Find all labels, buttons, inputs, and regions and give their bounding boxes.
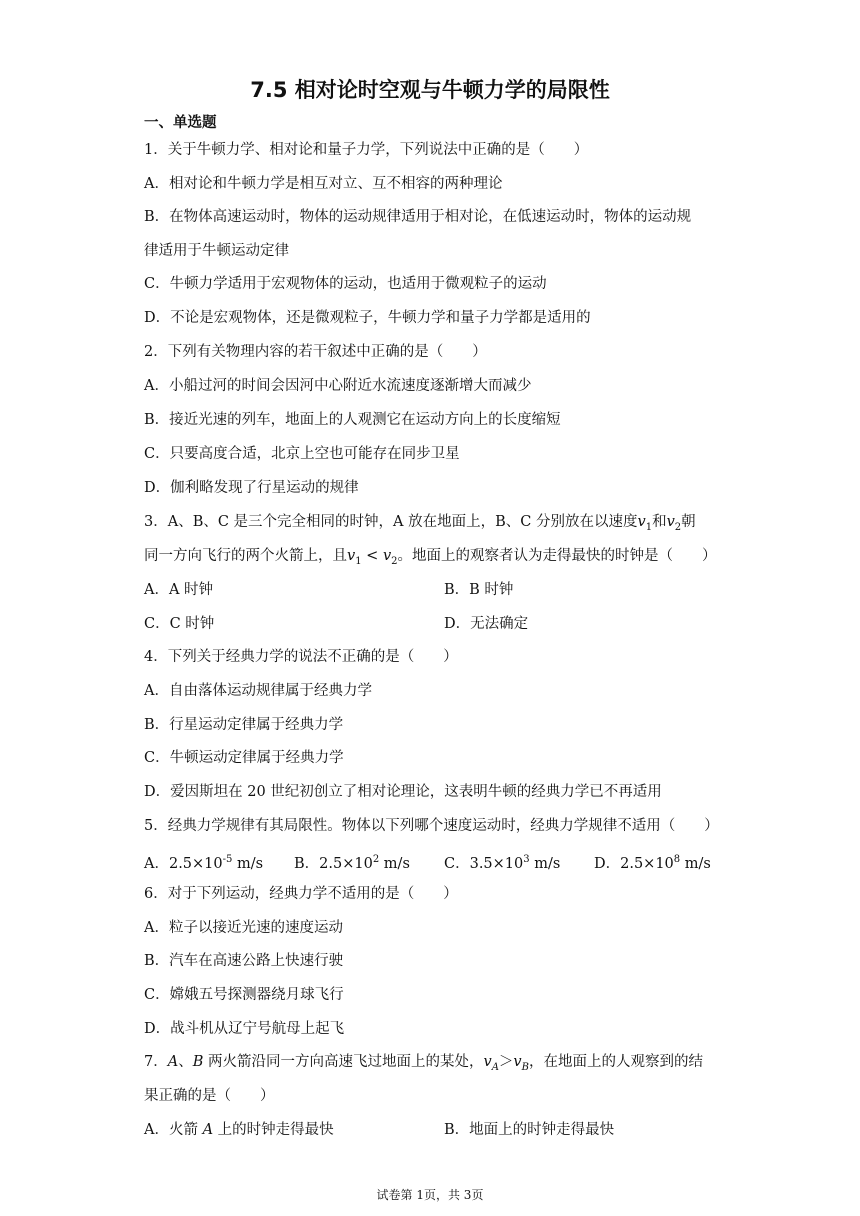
q1-stem: 1．关于牛顿力学、相对论和量子力学，下列说法中正确的是（ ） [144,142,589,158]
q6-option-b: B．汽车在高速公路上快速行驶 [144,953,344,969]
q6-option-d: D．战斗机从辽宁号航母上起飞 [144,1021,345,1037]
v2-subscript: 2 [674,521,682,533]
q7-option-a [144,1120,334,1140]
q3-stem-line1 [144,512,696,538]
v2-subscript: 2 [391,555,398,567]
less-than-sign: < [361,548,383,564]
q6-option-c: C．嫦娥五号探测器绕月球飞行 [144,987,344,1003]
q7-text: 两火箭沿同一方向高速飞过地面上的某处， [203,1054,484,1070]
q5-d-exponent: 8 [673,854,681,865]
q2-option-a: A．小船过河的时间会因河中心附近水流速度逐渐增大而减少 [144,378,532,394]
q1-option-c: C．牛顿力学适用于宏观物体的运动，也适用于微观粒子的运动 [144,276,547,292]
q7-number: 7． [144,1054,168,1070]
q6-option-a: A．粒子以接近光速的速度运动 [144,920,343,936]
q5-option-c [444,850,560,874]
q5-option-a [144,850,263,874]
rocket-a-label: A [202,1122,214,1138]
q7-stem-line2: 果正确的是（ ） [144,1088,275,1104]
q4-option-d: D．爱因斯坦在 20 世纪初创立了相对论理论，这表明牛顿的经典力学已不再适用 [144,784,662,800]
greater-than-sign: ＞ [498,1054,514,1070]
va-symbol: v [483,1054,492,1070]
q3-option-a: A．A 时钟 [144,582,214,598]
v1-symbol: v [347,548,356,564]
q3-text: 。地面上的观察者认为走得最快的时钟是（ ） [397,548,717,564]
q7-a-text: 上的时钟走得最快 [213,1122,334,1138]
q2-option-c: C．只要高度合适，北京上空也可能存在同步卫星 [144,446,460,462]
q5-c-exponent: 3 [523,854,530,865]
q5-d-base: D．2.5×10 [594,855,674,872]
q3-option-b: B．B 时钟 [444,582,514,598]
q5-d-unit: m/s [680,855,711,872]
q3-text: 同一方向飞行的两个火箭上，且 [144,548,347,564]
v2-symbol: v [382,548,392,564]
vb-symbol: v [513,1054,522,1070]
v1-symbol: v [637,514,646,530]
v1-subscript: 1 [645,521,653,533]
q2-option-d: D．伽利略发现了行星运动的规律 [144,480,359,496]
q7-text: 、 [178,1054,193,1070]
v2-symbol: v [666,514,675,530]
q6-stem: 6．对于下列运动，经典力学不适用的是（ ） [144,886,458,902]
q3-stem-line2 [144,546,717,572]
q5-b-exponent: 2 [372,854,380,865]
vb-subscript-letter: B [521,1061,529,1073]
q5-a-base: A．2.5×10 [144,855,223,872]
q7-option-b: B．地面上的时钟走得最快 [444,1122,615,1138]
q3-option-d: D．无法确定 [444,616,529,632]
vb-subscript [522,1062,529,1073]
q4-stem: 4．下列关于经典力学的说法不正确的是（ ） [144,649,458,665]
page-title: 7.5 相对论时空观与牛顿力学的局限性 [250,78,610,102]
q4-option-b: B．行星运动定律属于经典力学 [144,717,344,733]
q5-option-d [594,850,711,874]
q5-c-unit: m/s [529,855,561,872]
q5-stem: 5．经典力学规律有其局限性。物体以下列哪个速度运动时，经典力学规律不适用（ ） [144,818,719,834]
rocket-b-label: B [192,1054,204,1070]
q4-option-c: C．牛顿运动定律属于经典力学 [144,750,344,766]
q1-option-d: D．不论是宏观物体，还是微观粒子，牛顿力学和量子力学都是适用的 [144,310,591,326]
page-footer: 试卷第 1页，共 3页 [376,1188,484,1202]
q4-option-a: A．自由落体运动规律属于经典力学 [144,683,372,699]
va-subscript [492,1062,499,1073]
q5-b-unit: m/s [379,855,410,872]
q7-stem-line1 [144,1052,703,1078]
q7-text: ，在地面上的人观察到的结 [528,1054,703,1070]
q7-a-text: A．火箭 [144,1122,203,1138]
q5-a-unit: m/s [232,855,264,872]
section-heading: 一、单选题 [144,115,217,131]
rocket-a-label: A [167,1054,179,1070]
q3-option-c: C．C 时钟 [144,616,215,632]
q5-option-b [294,850,410,874]
q2-option-b: B．接近光速的列车，地面上的人观测它在运动方向上的长度缩短 [144,412,561,428]
q3-text: 3．A、B、C 是三个完全相同的时钟，A 放在地面上，B、C 分别放在以速度 [144,514,638,530]
q5-b-base: B．2.5×10 [294,855,373,872]
q1-option-b-cont: 律适用于牛顿运动定律 [144,243,289,259]
q3-and: 和 [652,514,667,530]
q1-option-b: B．在物体高速运动时，物体的运动规律适用于相对论，在低速运动时，物体的运动规 [144,209,692,225]
q2-stem: 2．下列有关物理内容的若干叙述中正确的是（ ） [144,344,487,360]
va-subscript-letter: A [491,1061,499,1073]
q5-a-exponent: -5 [222,854,233,865]
q1-option-a: A．相对论和牛顿力学是相互对立、互不相容的两种理论 [144,176,503,192]
q5-c-base: C．3.5×10 [444,855,524,872]
v1-subscript: 1 [355,555,362,567]
q3-text: 朝 [681,514,696,530]
